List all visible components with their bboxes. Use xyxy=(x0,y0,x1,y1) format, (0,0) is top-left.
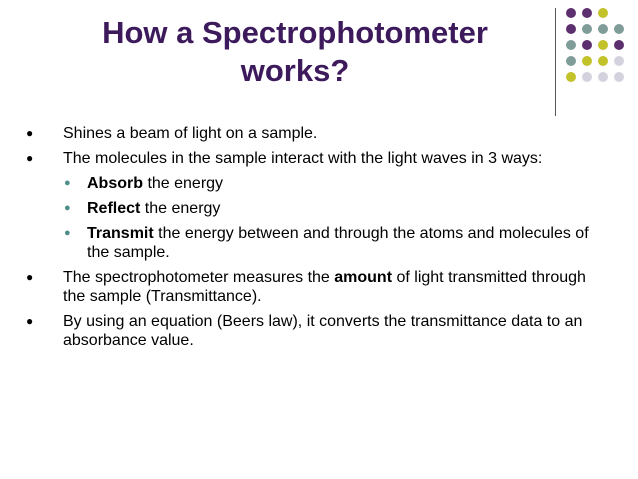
dot-purple xyxy=(566,24,576,34)
dot-lavender xyxy=(614,56,624,66)
bullet-bold-text: Transmit xyxy=(87,225,154,242)
dot-lavender xyxy=(582,72,592,82)
decorative-dot-grid xyxy=(566,8,630,88)
dot-teal xyxy=(582,24,592,34)
bullet-text: Shines a beam of light on a sample. xyxy=(63,125,318,142)
slide-title xyxy=(40,14,550,90)
bullet-text: The spectrophotometer measures the xyxy=(63,269,335,286)
bullet-bold-text: amount xyxy=(334,269,393,286)
slide-title-line-1: How a Spectrophotometer xyxy=(102,15,488,50)
dot-lavender xyxy=(614,72,624,82)
dot-purple xyxy=(614,40,624,50)
bullet-text: By using an equation (Beers law), it converts the transmittance data to an absorbance value. xyxy=(63,313,583,349)
sub-bullet-item xyxy=(24,199,604,218)
bullet-icon: ● xyxy=(26,314,34,328)
dot-purple xyxy=(566,8,576,18)
bullet-bold-text: Absorb xyxy=(87,175,143,192)
bullet-text: the energy between and through the atoms and molecules of the sample. xyxy=(87,225,589,261)
dot-teal xyxy=(614,24,624,34)
sub-bullet-icon: ● xyxy=(64,227,71,239)
bullet-item xyxy=(24,149,604,168)
dot-yellow xyxy=(598,8,608,18)
dot-lavender xyxy=(598,72,608,82)
vertical-divider xyxy=(555,8,556,116)
slide-title-line-2: works? xyxy=(240,53,350,88)
dot-yellow xyxy=(598,40,608,50)
dot-teal xyxy=(566,40,576,50)
bullet-text: the energy xyxy=(140,200,221,217)
dot-yellow xyxy=(582,56,592,66)
dot-yellow xyxy=(598,56,608,66)
slide-body xyxy=(24,124,604,356)
sub-bullet-icon: ● xyxy=(64,177,71,189)
bullet-item xyxy=(24,268,604,306)
bullet-bold-text: Reflect xyxy=(87,200,141,217)
bullet-icon: ● xyxy=(26,270,34,284)
bullet-text: of light transmitted through the sample (Transmittance). xyxy=(63,269,586,305)
dot-teal xyxy=(598,24,608,34)
bullet-text: the energy xyxy=(143,175,224,192)
dot-teal xyxy=(566,56,576,66)
bullet-item xyxy=(24,312,604,350)
bullet-icon: ● xyxy=(26,126,34,140)
dot-purple xyxy=(582,40,592,50)
sub-bullet-item xyxy=(24,174,604,193)
sub-bullet-icon: ● xyxy=(64,202,71,214)
sub-bullet-item xyxy=(24,224,604,262)
bullet-icon: ● xyxy=(26,151,34,165)
bullet-text: The molecules in the sample interact with the light waves in 3 ways: xyxy=(63,150,543,167)
dot-yellow xyxy=(566,72,576,82)
dot-purple xyxy=(582,8,592,18)
bullet-item xyxy=(24,124,604,143)
